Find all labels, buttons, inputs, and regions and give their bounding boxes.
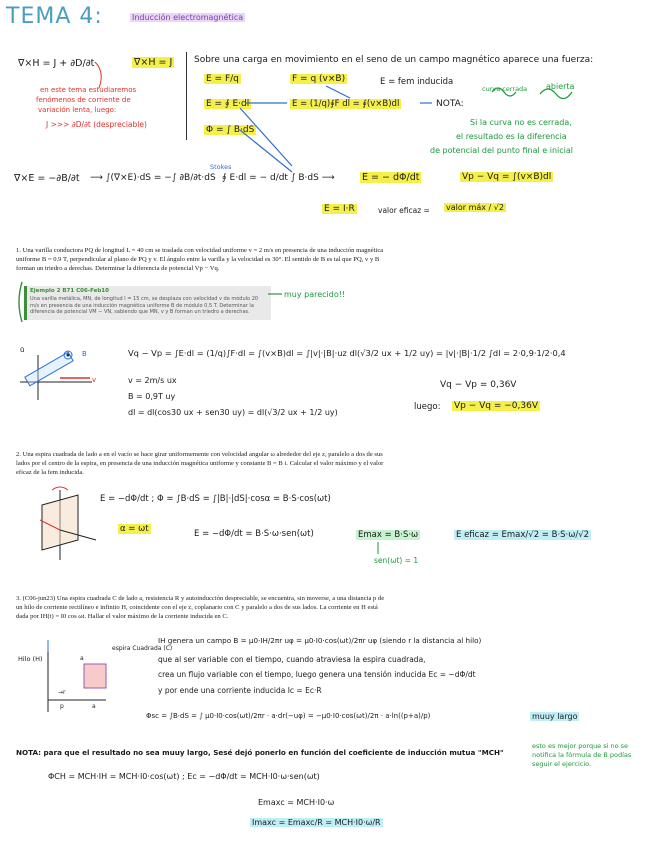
eq-phi: Φ = ∫ B·dS (206, 125, 255, 135)
muy-largo-label: muuy largo (532, 712, 578, 721)
svg-text:a: a (92, 703, 96, 710)
problem3-e3: Imaxc = Emaxc/R = MCH·I0·ω/R (252, 818, 381, 827)
svg-text:→r: →r (58, 689, 66, 696)
eeficaz-equation: E eficaz = Emax/√2 = B·S·ω/√2 (456, 530, 590, 540)
problem3-diagram (48, 640, 106, 712)
hilo-label: Hilo (H) (18, 655, 43, 663)
page-subtitle: Inducción electromagnética (132, 13, 244, 22)
problem3-line-3: crea un flujo variable con el tiempo, luego genera una tensión inducida Ec = −dΦ/dt (158, 670, 476, 679)
problem3-nota: NOTA: para que el resultado no sea muuy largo, Sesé dejó ponerlo en función del coeficiente de inducción mutua "MCH" (16, 748, 504, 757)
e-ir-equation: E = I·R (324, 204, 355, 214)
problem3-line-4: y por ende una corriente inducida Ic = Ec·R (158, 686, 322, 695)
v-definition: v = 2m/s ux (128, 376, 177, 385)
red-note-4: J >>> ∂D/∂t (despreciable) (46, 120, 147, 129)
curva-abierta-label: abierta (546, 82, 575, 91)
espira-label: espira Cuadrada (C) (112, 645, 173, 652)
problem3-line-2: que al ser variable con el tiempo, cuando atraviesa la espira cuadrada, (158, 655, 426, 664)
problem1-box-title: Ejemplo 2 B71 C06-Feb10 (30, 288, 109, 294)
green-bracket (19, 282, 22, 322)
rot-h-equation: ∇×H = J + ∂D/∂t (18, 58, 95, 69)
problem3-line-5: Φsc = ∫B·dS = ∫ μ0·I0·cos(ωt)/2πr · a·dr(−uφ) = −μ0·I0·cos(ωt)/2π · a·ln((p+a)/p) (146, 712, 431, 720)
eq-f-qvb: F = q (v×B) (292, 74, 346, 84)
problem3-e1: ΦCH = MCH·IH = MCH·I0·cos(ωt) ; Ec = −dΦ/dt = MCH·I0·ω·sen(ωt) (48, 772, 320, 781)
stokes-label: Stokes (210, 163, 232, 171)
eq-e-integral: E = ∮ E·dl (206, 99, 250, 109)
rot-e-equation: ∇×E = −∂B/∂t (14, 173, 80, 184)
problem2-eq2: E = −dΦ/dt = B·S·ω·sen(ωt) (194, 529, 314, 539)
charge-heading: Sobre una carga en movimiento en el seno de un campo magnético aparece una fuerza: (194, 55, 594, 65)
green-note-2: el resultado es la diferencia (456, 132, 567, 141)
vp-vq-equation: Vp − Vq = ∫(v×B)dl (462, 172, 552, 182)
red-note-arrow (95, 62, 101, 88)
problem1-main-eq: Vq − Vp = ∫E·dl = (1/q)∫F·dl = ∫(v×B)dl = ∫|v|·|B|·uz dl(√3/2 ux + 1/2 uy) = |v|·|B|·1/2 ∫dl = 2·0,9·1/2·0,4 (128, 348, 566, 358)
problem3-e2: Emaxc = MCH·I0·ω (258, 798, 335, 807)
green-note-1: Si la curva no es cerrada, (470, 118, 572, 127)
red-note-3: variación lenta, luego: (38, 106, 117, 114)
problem1-box-text: Una varilla metálica, MN, de longitud l = 15 cm, se desplaza con velocidad v de módulo 20 m/s en presencia de una inducción magnética uniforme B de módulo 0,5 T. Determinar la diferencia de potencial VM − VN, sabiendo que MN, v y B forman un triedro a derechas. (30, 296, 259, 316)
emf-equation: E = − dΦ/dt (362, 172, 420, 183)
svg-text:B: B (82, 350, 87, 358)
problem3-line-1: IH genera un campo B = μ0·IH/2πr uφ = μ0·I0·cos(ωt)/2πr uφ (siendo r la distancia al hilo) (158, 636, 482, 645)
red-note-2: fenómenos de corriente de (36, 96, 131, 104)
svg-text:ū: ū (20, 346, 25, 354)
problem1-result-2: Vp − Vq = −0,36V (454, 401, 539, 411)
red-note-1: en este tema estudiaremos (40, 86, 137, 94)
open-curve-sketch (540, 89, 572, 99)
rot-h-simplified: ∇×H = J (134, 57, 173, 68)
alpha-wt: α = ωt (120, 524, 149, 534)
emax-equation: Emax = B·S·ω (358, 530, 419, 540)
luego-label: luego: (414, 402, 441, 412)
eq-e-integral-2: E = (1/q)∮F dl = ∮(v×B)dl (292, 99, 400, 109)
sen-note: sen(ωt) = 1 (374, 556, 419, 565)
page-title: TEMA 4: (6, 4, 103, 29)
nota-label: NOTA: (436, 99, 464, 109)
charge-arrows (240, 86, 432, 172)
dl-definition: dl = dl(cos30 ux + sen30 uy) = dl(√3/2 ux + 1/2 uy) (128, 408, 338, 417)
curva-cerrada-label: curva cerrada (482, 85, 528, 93)
rot-e-chain: ⟶ ∫(∇×E)·dS = −∫ ∂B/∂t·dS (90, 173, 216, 183)
problem1-diagram (20, 351, 92, 400)
valor-eficaz-label: valor eficaz = (378, 206, 430, 215)
muy-parecido-label: muy parecido!! (284, 290, 346, 299)
problem3-statement: 3. (C06-jun23) Una espira cuadrada C de lado a, resistencia R y autoinducción despreciable, se encuentra, sin moverse, a una distancia p de un hilo de corriente rectilíneo e infinito H, coincidente con el eje z, coplanario con C y paralelo a dos de sus lados. La corriente en H está dada por IH(t) = I0 cos ωt. Hallar el valor máximo de la corriente inducida en C. (16, 595, 385, 621)
problem1-result-1: Vq − Vp = 0,36V (440, 380, 517, 390)
svg-text:v: v (92, 376, 97, 384)
svg-text:a: a (80, 655, 84, 662)
closed-curve-sketch (492, 88, 516, 96)
green-note-3: de potencial del punto final e inicial (430, 146, 573, 155)
problem2-diagram (40, 487, 96, 560)
problem2-statement: 2. Una espira cuadrada de lado a en el vacío se hace girar uniformemente con velocidad angular ω alrededor del eje z, paralelo a dos de sus lados por el centro de la espira, en presencia de una inducción magnética uniforme y constante B = B i. Calcular el valor máximo y el valor eficaz de la fem inducida. (16, 451, 384, 477)
valor-eficaz-value: valor máx / √2 (446, 203, 504, 212)
b-definition: B = 0,9T uy (128, 392, 176, 401)
rot-e-chain-2: ∮ E·dl = − d/dt ∫ B·dS ⟶ (222, 173, 335, 183)
svg-text:p: p (60, 703, 64, 710)
eq-e-f-q: E = F/q (206, 74, 239, 84)
eq-fem-inducida: E = fem inducida (380, 77, 454, 87)
problem2-eq1: E = −dΦ/dt ; Φ = ∫B·dS = ∫|B|·|dS|·cosα = B·S·cos(ωt) (100, 494, 331, 504)
problem3-green-note: esto es mejor porque si no se notifica la fórmula de B podías seguir el ejercicio. (532, 742, 632, 768)
problem1-statement: 1. Una varilla conductora PQ de longitud L = 40 cm se traslada con velocidad uniforme v = 2 m/s en presencia de una inducción magnética uniforme B = 0.9 T, perpendicular al plano de PQ y v. El ángulo entre la varilla y la velocidad es 30°. El sentido de B es tal que PQ, v y B forman un triedro a derechas. Determinar la diferencia de potencial Vp − Vq. (16, 247, 384, 273)
